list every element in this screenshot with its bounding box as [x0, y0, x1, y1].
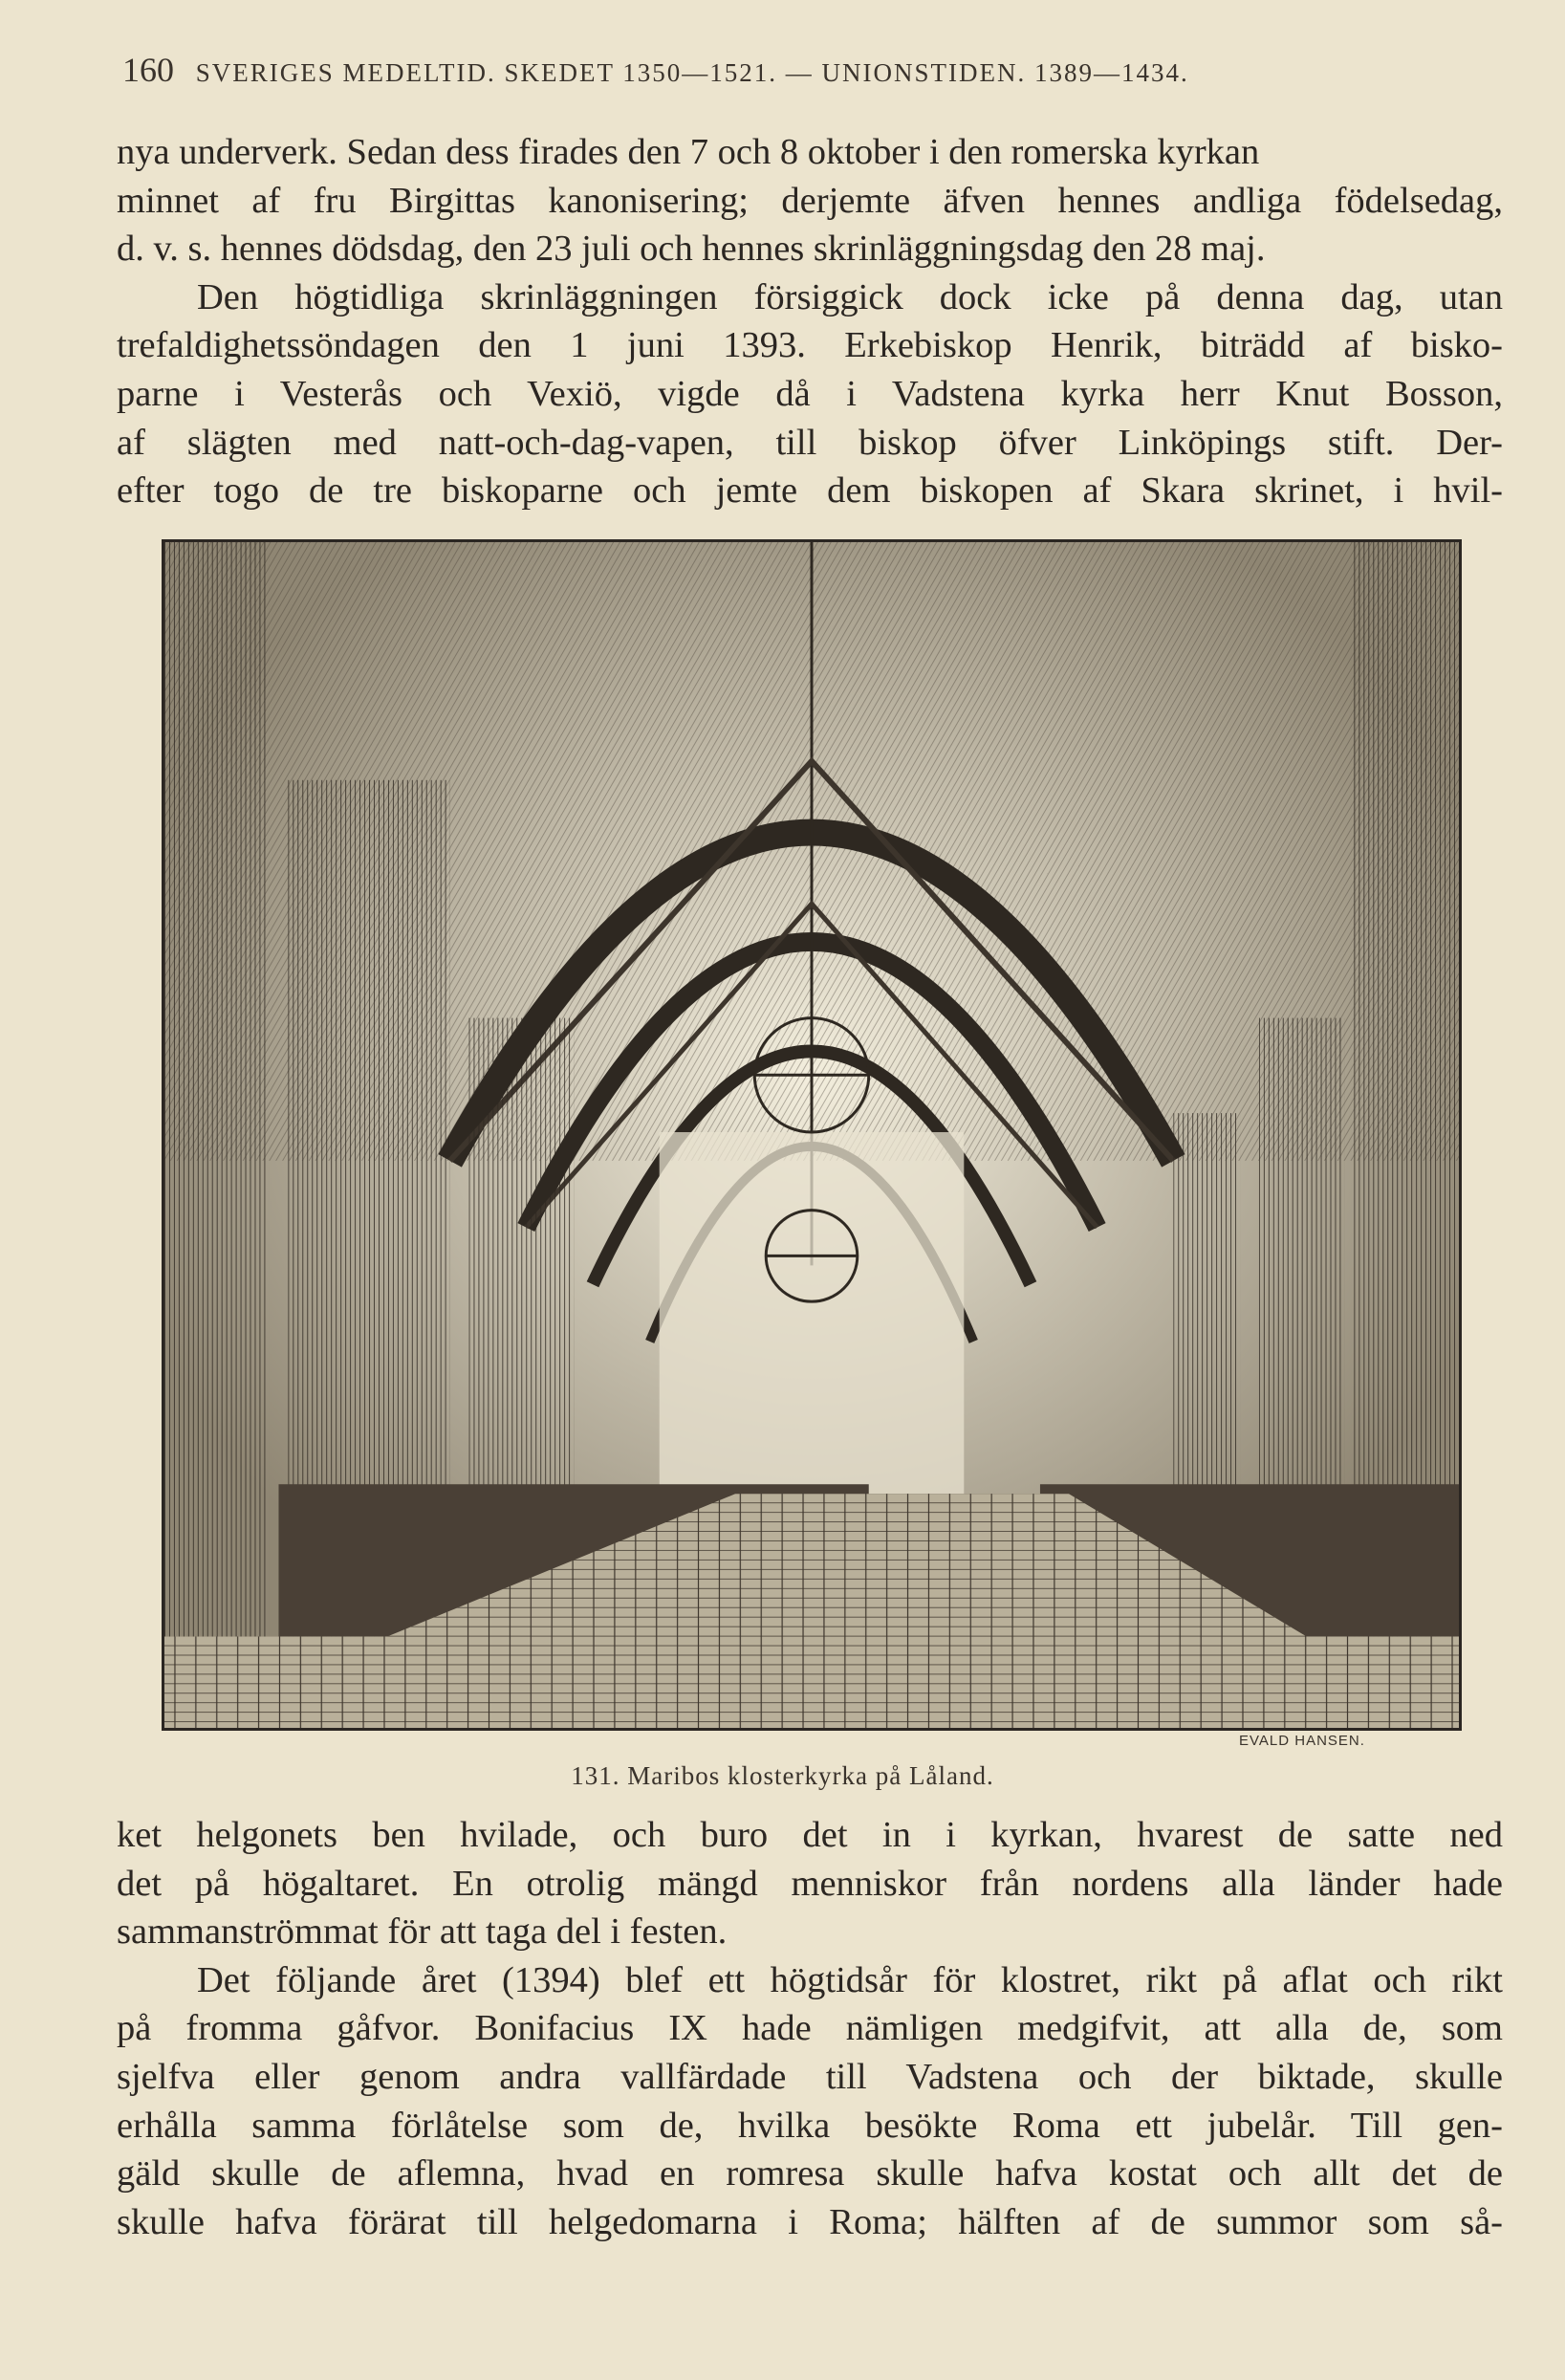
- text-line: ket helgonets ben hvilade, och buro det in i kyrkan, hvarest de satte ned: [117, 1815, 1503, 1855]
- church-interior-illustration: [162, 539, 1462, 1731]
- text-line: nya underverk. Sedan dess firades den 7 och 8 oktober i den romerska kyrkan: [117, 132, 1260, 172]
- text-line: d. v. s. hennes dödsdag, den 23 juli och hennes skrinläggningsdag den 28 maj.: [117, 229, 1266, 270]
- text-line: sammanströmmat för att taga del i festen.: [117, 1911, 728, 1953]
- text-line: Den högtidliga skrinläggningen försiggick dock icke på denna dag, utan: [197, 276, 1503, 317]
- text-line: sjelfva eller genom andra vallfärdade till Vadstena och der biktade, skulle: [117, 2056, 1503, 2097]
- page-number: 160: [122, 51, 174, 89]
- church-interior-engraving-icon: [164, 542, 1459, 1728]
- text-line: Det följande året (1394) blef ett högtidsår för klostret, rikt på aflat och rikt: [197, 1959, 1503, 2000]
- text-line: skulle hafva förärat till helgedomarna i Roma; hälften af de summor som så-: [117, 2201, 1503, 2242]
- figure-caption: 131. Maribos klosterkyrka på Låland.: [571, 1761, 994, 1790]
- text-line: erhålla samma förlåtelse som de, hvilka besökte Roma ett jubelår. Till gen-: [117, 2105, 1503, 2146]
- text-line: parne i Vesterås och Vexiö, vigde då i Vadstena kyrka herr Knut Bosson,: [117, 373, 1503, 414]
- running-title: SVERIGES MEDELTID. SKEDET 1350—1521. — UNIONSTIDEN. 1389—1434.: [195, 58, 1189, 87]
- engraver-signature: EVALD HANSEN.: [1239, 1733, 1365, 1749]
- text-block-before-figure: [117, 128, 1503, 515]
- text-line: efter togo de tre biskoparne och jemte dem biskopen af Skara skrinet, i hvil-: [117, 470, 1503, 512]
- text-line: minnet af fru Birgittas kanonisering; derjemte äfven hennes andliga födelsedag,: [117, 180, 1503, 221]
- running-header: [122, 50, 1499, 90]
- text-line: af slägten med natt-och-dag-vapen, till biskop öfver Linköpings stift. Der-: [117, 422, 1503, 463]
- text-line: på fromma gåfvor. Bonifacius IX hade nämligen medgifvit, att alla de, som: [117, 2008, 1503, 2049]
- text-line: gäld skulle de aflemna, hvad en romresa skulle hafva kostat och allt det de: [117, 2153, 1503, 2194]
- text-line: trefaldighetssöndagen den 1 juni 1393. Erkebiskop Henrik, biträdd af bisko-: [117, 325, 1503, 366]
- text-line: det på högaltaret. En otrolig mängd menniskor från nordens alla länder hade: [117, 1863, 1503, 1904]
- text-block-after-figure: [117, 1811, 1503, 2246]
